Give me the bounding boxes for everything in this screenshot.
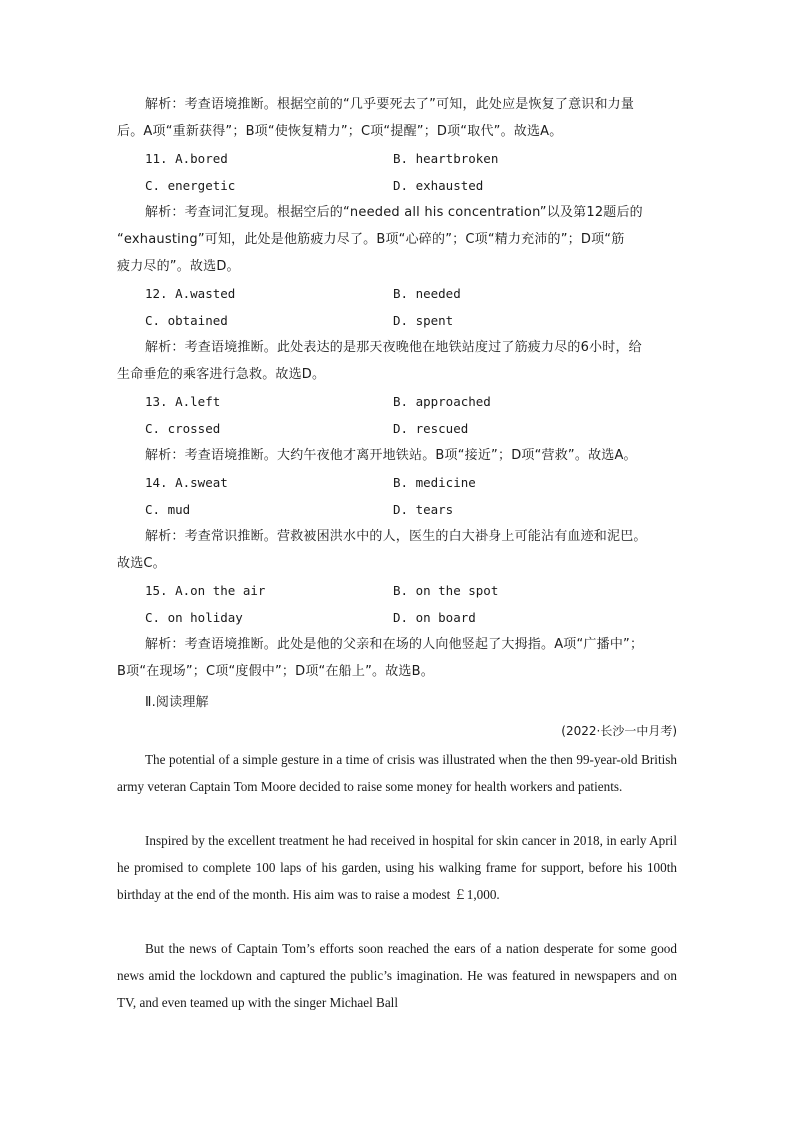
explanation-line: B项“在现场”；C项“度假中”；D项“在船上”。故选B。 <box>117 664 434 679</box>
option-right: D. exhausted <box>393 178 484 193</box>
explanation-line: 解析：考查词汇复现。根据空后的“needed all his concentration”以及第12题后的 <box>145 205 643 220</box>
explanation-line: 解析：考查语境推断。大约午夜他才离开地铁站。B项“接近”；D项“营救”。故选A。 <box>145 448 637 463</box>
source-note: (2022·长沙一中月考) <box>561 724 677 738</box>
option-right: B. medicine <box>393 475 476 490</box>
option-row <box>145 311 677 331</box>
explanation-line: “exhausting”可知，此处是他筋疲力尽了。B项“心碎的”；C项“精力充沛的”；D项“筋 <box>117 232 625 247</box>
option-right: D. rescued <box>393 421 469 436</box>
option-row <box>145 581 677 601</box>
option-row <box>145 149 677 169</box>
option-left: C. crossed <box>145 421 221 436</box>
passage-text-1: The potential of a simple gesture in a time of crisis was illustrated when the then 99-year-old British army veteran Captain Tom Moore decided to raise some money for health workers and patients. <box>117 752 677 794</box>
option-left: 13. A.left <box>145 394 221 409</box>
option-left: 11. A.bored <box>145 151 228 166</box>
option-row <box>145 392 677 412</box>
option-right: B. needed <box>393 286 461 301</box>
option-row <box>145 500 677 520</box>
option-row <box>145 419 677 439</box>
explanation-line: 生命垂危的乘客进行急救。故选D。 <box>117 367 326 382</box>
passage-text-2: Inspired by the excellent treatment he had received in hospital for skin cancer in 2018, in early April he promised to complete 100 laps of his garden, using his walking frame for support, before his 100th birthday at the end of the month. His aim was to raise a modest ￡1,000. <box>117 833 677 902</box>
option-left: 12. A.wasted <box>145 286 236 301</box>
option-right: D. spent <box>393 313 454 328</box>
option-left: 14. A.sweat <box>145 475 228 490</box>
option-left: C. energetic <box>145 178 236 193</box>
option-left: C. on holiday <box>145 610 243 625</box>
option-row <box>145 284 677 304</box>
option-left: C. mud <box>145 502 191 517</box>
explanation-line: 疲力尽的”。故选D。 <box>117 259 240 274</box>
section-title: Ⅱ.阅读理解 <box>145 695 209 710</box>
passage-text-3: But the news of Captain Tom’s efforts soon reached the ears of a nation desperate for some good news amid the lockdown and captured the public’s imagination. He was featured in newspapers and on TV, and even teamed up with the singer Michael Ball <box>117 941 677 1010</box>
explanation-line: 解析：考查常识推断。营救被困洪水中的人，医生的白大褂身上可能沾有血迹和泥巴。 <box>145 529 647 544</box>
option-right: B. heartbroken <box>393 151 499 166</box>
option-left: C. obtained <box>145 313 228 328</box>
option-right: D. tears <box>393 502 454 517</box>
option-right: B. on the spot <box>393 583 499 598</box>
option-left: 15. A.on the air <box>145 583 266 598</box>
explanation-line: 故选C。 <box>117 556 166 571</box>
option-row <box>145 608 677 628</box>
option-row <box>145 473 677 493</box>
explanation-line: 解析：考查语境推断。此处表达的是那天夜晚他在地铁站度过了筋疲力尽的6小时，给 <box>145 340 642 355</box>
option-row <box>145 176 677 196</box>
option-right: B. approached <box>393 394 491 409</box>
explanation-line: 后。A项“重新获得”；B项“使恢复精力”；C项“提醒”；D项“取代”。故选A。 <box>117 124 563 139</box>
passage-paragraph-1 <box>117 746 677 800</box>
passage-paragraph-2 <box>117 827 677 908</box>
explanation-line: 解析：考查语境推断。根据空前的“几乎要死去了”可知，此处应是恢复了意识和力量 <box>145 97 635 112</box>
explanation-line: 解析：考查语境推断。此处是他的父亲和在场的人向他竖起了大拇指。A项“广播中”； <box>145 637 644 652</box>
option-right: D. on board <box>393 610 476 625</box>
passage-paragraph-3 <box>117 935 677 1016</box>
